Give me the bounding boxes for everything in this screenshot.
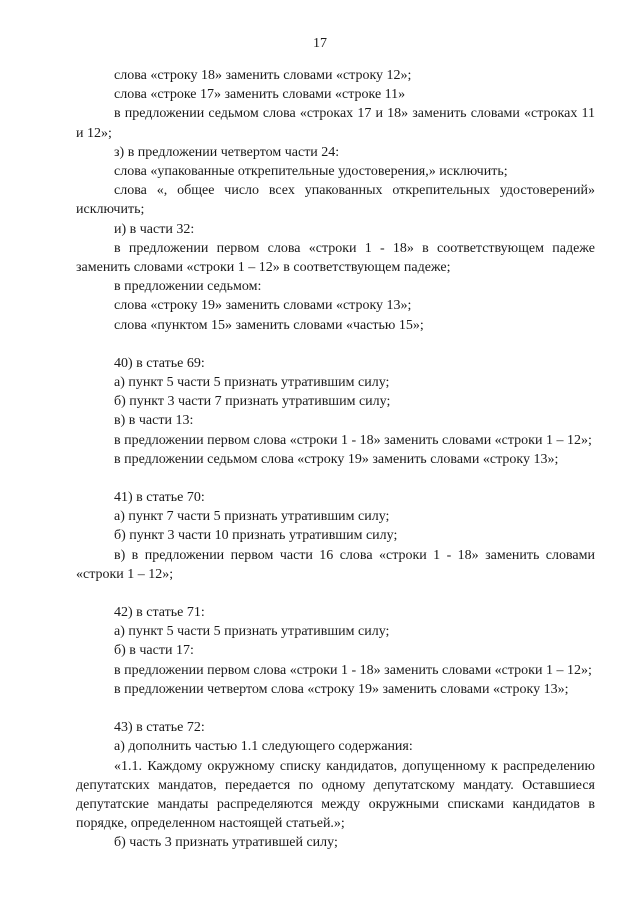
paragraph-spacer: [76, 335, 595, 354]
paragraph: и) в части 32:: [114, 221, 195, 237]
paragraph: а) пункт 5 части 5 признать утратившим силу;: [114, 375, 390, 391]
paragraph: слова «строке 17» заменить словами «строке 11»: [114, 87, 406, 103]
paragraph: а) пункт 7 части 5 признать утратившим силу;: [114, 509, 390, 525]
paragraph: з) в предложении четвертом части 24:: [114, 144, 340, 160]
paragraph: в) в части 13:: [114, 413, 194, 429]
paragraph: слова «пунктом 15» заменить словами «частью 15»;: [114, 317, 424, 333]
page-number: 17: [313, 36, 327, 51]
paragraph: слова «строку 18» заменить словами «строку 12»;: [114, 68, 412, 83]
paragraph: б) часть 3 признать утратившей силу;: [114, 835, 338, 851]
paragraph: слова «упакованные открепительные удостоверения,» исключить;: [114, 164, 508, 180]
paragraph: а) дополнить частью 1.1 следующего содержания:: [114, 739, 413, 755]
paragraph: в предложении первом слова «строки 1 - 18» в соответствующем падеже заменить словами «строки 1 – 12» в соответствующем падеже;: [76, 240, 595, 276]
paragraph: б) пункт 3 части 10 признать утратившим силу;: [114, 528, 398, 544]
paragraph-spacer: [76, 699, 595, 718]
paragraph: а) пункт 5 части 5 признать утратившим силу;: [114, 624, 390, 640]
paragraph-spacer: [76, 584, 595, 603]
document-body: [76, 66, 595, 853]
paragraph: б) в части 17:: [114, 643, 194, 659]
paragraph: в предложении седьмом слова «строках 17 и 18» заменить словами «строках 11 и 12»;: [76, 106, 595, 141]
paragraph: 43) в статье 72:: [114, 720, 205, 736]
paragraph: в предложении первом слова «строки 1 - 18» заменить словами «строки 1 – 12»;: [114, 662, 592, 678]
paragraph: 40) в статье 69:: [114, 355, 205, 371]
paragraph: «1.1. Каждому окружному списку кандидатов, допущенному к распределению депутатских мандатов, передается по одному депутатскому мандату. Оставшиеся депутатские мандаты распределяются между окружными списками кандидатов в порядке, определенном настоящей статьей.»;: [76, 758, 595, 832]
paragraph: 41) в статье 70:: [114, 490, 205, 506]
paragraph: в предложении седьмом слова «строку 19» заменить словами «строку 13»;: [114, 451, 559, 467]
paragraph: б) пункт 3 части 7 признать утратившим силу;: [114, 394, 391, 410]
paragraph: в предложении седьмом:: [114, 279, 262, 295]
paragraph: в предложении четвертом слова «строку 19» заменить словами «строку 13»;: [114, 681, 569, 697]
paragraph: в предложении первом слова «строки 1 - 18» заменить словами «строки 1 – 12»;: [114, 432, 592, 448]
paragraph: слова «, общее число всех упакованных открепительных удостоверений» исключить;: [76, 183, 595, 218]
paragraph-spacer: [76, 469, 595, 488]
paragraph: в) в предложении первом части 16 слова «строки 1 - 18» заменить словами «строки 1 – 12»;: [76, 547, 595, 582]
paragraph: 42) в статье 71:: [114, 605, 205, 621]
paragraph: слова «строку 19» заменить словами «строку 13»;: [114, 298, 412, 314]
